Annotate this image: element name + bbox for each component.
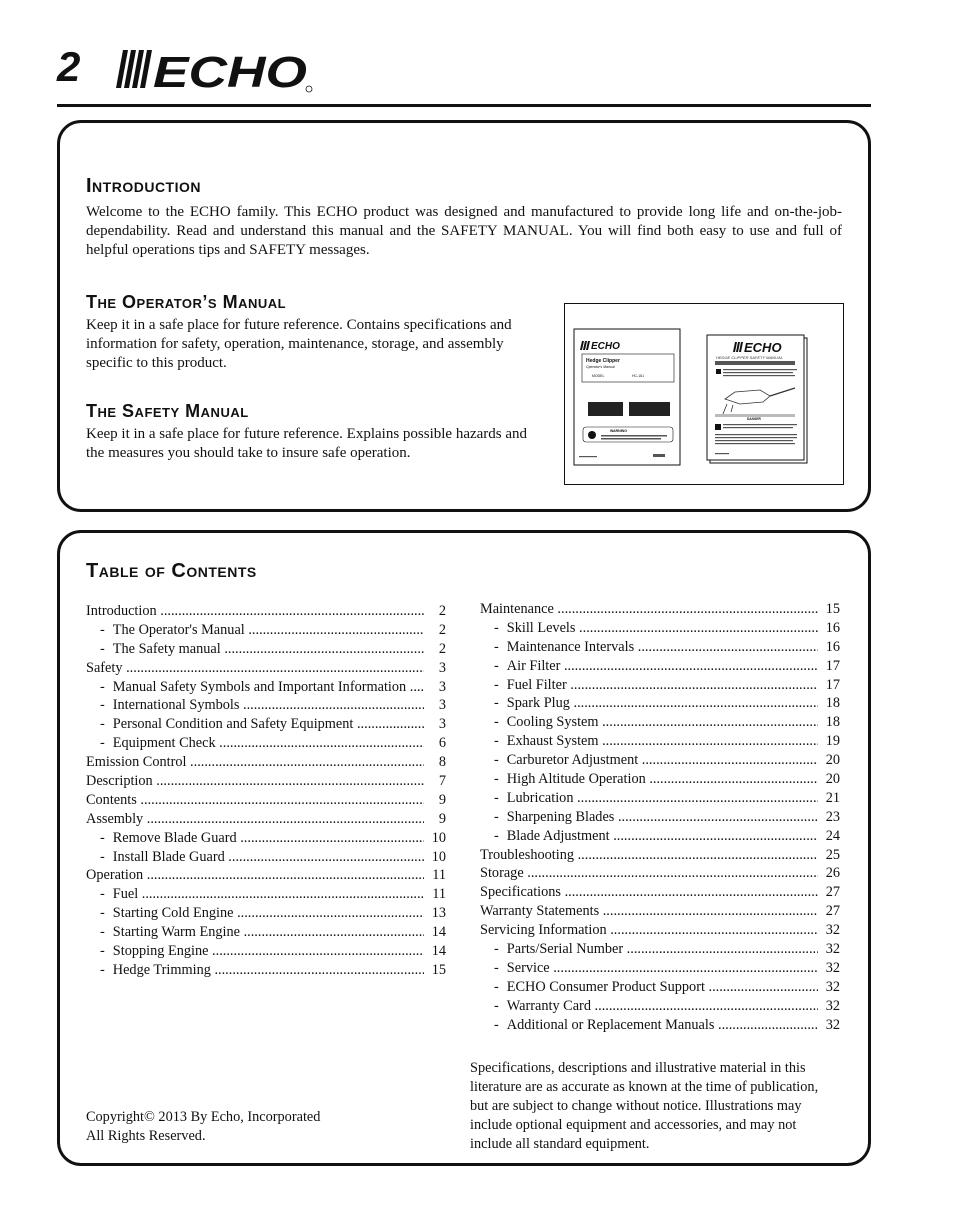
toc-entry-page: 32	[825, 997, 840, 1014]
operators-manual-text: Keep it in a safe place for future reference. Contains specifications and information for safety, operation, maintenance, storage, and assembly specific to this product.	[86, 317, 512, 371]
toc-entry-page: 3	[438, 716, 446, 733]
toc-entry-title: - Stopping Engine .....	[100, 942, 424, 961]
toc-entry-page: 27	[825, 903, 840, 920]
toc-entry-page: 2	[438, 621, 446, 638]
svg-text:WARNING: WARNING	[610, 429, 627, 433]
toc-entry[interactable]	[86, 829, 446, 848]
toc-entry[interactable]	[86, 678, 446, 697]
toc-entry[interactable]	[86, 885, 446, 904]
toc-entry-title: - Hedge Trimming .....	[100, 961, 424, 980]
toc-entry-title: Troubleshooting .....	[480, 846, 818, 865]
toc-entry-title: - Lubrication .....	[494, 789, 818, 808]
toc-entry-title: - Blade Adjustment .....	[494, 827, 818, 846]
toc-entry-page: 18	[825, 695, 840, 712]
toc-entry-title: - High Altitude Operation .....	[494, 770, 818, 789]
toc-entry-page: 32	[825, 922, 840, 939]
toc-entry-page: 16	[825, 638, 840, 655]
toc-entry-page: 19	[825, 733, 840, 750]
toc-entry[interactable]	[480, 921, 840, 940]
toc-entry[interactable]	[480, 959, 840, 978]
toc-entry[interactable]	[86, 734, 446, 753]
toc-entry-title: - Carburetor Adjustment .....	[494, 751, 818, 770]
toc-left-column	[86, 602, 446, 980]
toc-entry-page: 23	[825, 808, 840, 825]
toc-entry-title: - Fuel Filter .....	[494, 676, 818, 695]
toc-entry-title: - Starting Warm Engine .....	[100, 923, 424, 942]
toc-entry-page: 27	[825, 884, 840, 901]
toc-entry-title: Emission Control .....	[86, 753, 424, 772]
toc-entry-title: - Maintenance Intervals .....	[494, 638, 818, 657]
toc-entry[interactable]	[480, 638, 840, 657]
toc-heading: Table of Contents	[86, 560, 257, 582]
toc-entry-page: 20	[825, 771, 840, 788]
toc-entry-title: - Skill Levels .....	[494, 619, 818, 638]
toc-entry-page: 2	[438, 640, 446, 657]
toc-entry[interactable]	[480, 1016, 840, 1035]
toc-entry-title: - Fuel .....	[100, 885, 424, 904]
toc-entry-page: 14	[431, 943, 446, 960]
toc-entry[interactable]	[480, 789, 840, 808]
toc-entry-title: - International Symbols .....	[100, 696, 424, 715]
toc-entry-page: 32	[825, 978, 840, 995]
toc-entry[interactable]	[480, 827, 840, 846]
toc-entry-title: - The Operator's Manual .....	[100, 621, 424, 640]
toc-entry-page: 21	[825, 789, 840, 806]
toc-entry[interactable]	[86, 772, 446, 791]
toc-entry-page: 20	[825, 752, 840, 769]
toc-entry[interactable]	[480, 978, 840, 997]
toc-entry[interactable]	[86, 942, 446, 961]
toc-entry-page: 8	[438, 754, 446, 771]
toc-entry[interactable]	[86, 753, 446, 772]
toc-entry-title: Servicing Information .....	[480, 921, 818, 940]
toc-entry[interactable]	[480, 864, 840, 883]
toc-entry[interactable]	[480, 883, 840, 902]
introduction-panel	[57, 120, 871, 512]
toc-entry-page: 15	[431, 961, 446, 978]
svg-text:HEDGE CLIPPER SAFETY MANUAL: HEDGE CLIPPER SAFETY MANUAL	[716, 355, 783, 360]
svg-text:Hedge Clipper: Hedge Clipper	[586, 358, 620, 364]
toc-entry-title: - Warranty Card .....	[494, 997, 818, 1016]
toc-entry-title: Description .....	[86, 772, 424, 791]
svg-text:DANGER: DANGER	[747, 417, 761, 421]
toc-entry-title: - Air Filter .....	[494, 657, 818, 676]
table-of-contents-panel	[57, 530, 871, 1166]
svg-text:HC-161: HC-161	[632, 374, 645, 378]
toc-entry[interactable]	[480, 713, 840, 732]
toc-entry[interactable]	[480, 846, 840, 865]
svg-text:ECHO: ECHO	[591, 341, 620, 352]
toc-entry[interactable]	[86, 923, 446, 942]
toc-entry[interactable]	[480, 997, 840, 1016]
toc-entry[interactable]	[86, 866, 446, 885]
toc-entry-title: - Parts/Serial Number .....	[494, 940, 818, 959]
toc-entry[interactable]	[86, 810, 446, 829]
toc-entry-page: 3	[438, 659, 446, 676]
toc-entry[interactable]	[480, 657, 840, 676]
toc-entry-title: Operation .....	[86, 866, 424, 885]
toc-entry-title: - Spark Plug .....	[494, 694, 818, 713]
svg-text:MODEL: MODEL	[592, 374, 605, 378]
operators-manual-heading: The Operator’s Manual	[86, 292, 287, 312]
toc-entry[interactable]	[480, 770, 840, 789]
toc-entry-page: 3	[438, 678, 446, 695]
header-rule	[57, 104, 871, 107]
echo-logo	[115, 48, 315, 94]
disclaimer-text: Specifications, descriptions and illustrative material in this literature are as accurate as known at the time of publication, but are subject to change without notice. Illustrations may include optional equipment and accessories, and may not include all standard equipment.	[470, 1060, 819, 1152]
toc-entry[interactable]	[86, 791, 446, 810]
toc-entry-page: 17	[825, 676, 840, 693]
toc-entry-title: Contents .....	[86, 791, 424, 810]
toc-entry-page: 26	[825, 865, 840, 882]
toc-entry[interactable]	[480, 732, 840, 751]
introduction-heading: Introduction	[86, 175, 201, 197]
toc-right-column	[480, 600, 840, 1034]
toc-entry[interactable]	[480, 619, 840, 638]
toc-entry-title: - Equipment Check .....	[100, 734, 424, 753]
page-number: 2	[57, 43, 81, 90]
toc-entry[interactable]	[86, 904, 446, 923]
toc-entry-title: Storage .....	[480, 864, 818, 883]
toc-entry-title: - Sharpening Blades .....	[494, 808, 818, 827]
manuals-illustration	[564, 303, 844, 485]
toc-entry-title: - ECHO Consumer Product Support .....	[494, 978, 818, 997]
toc-entry-page: 11	[432, 886, 446, 903]
toc-entry[interactable]	[86, 848, 446, 867]
toc-entry-title: - Install Blade Guard .....	[100, 848, 424, 867]
toc-entry-title: - Service .....	[494, 959, 818, 978]
copyright-notice	[86, 1108, 446, 1145]
toc-entry-title: Introduction .....	[86, 602, 424, 621]
toc-entry-page: 32	[825, 1016, 840, 1033]
toc-entry-page: 17	[825, 657, 840, 674]
toc-entry-page: 13	[431, 905, 446, 922]
toc-entry-title: Assembly .....	[86, 810, 424, 829]
toc-entry-page: 3	[438, 697, 446, 714]
toc-entry-page: 18	[825, 714, 840, 731]
toc-entry[interactable]	[86, 696, 446, 715]
toc-entry-page: 10	[431, 829, 446, 846]
toc-entry[interactable]	[86, 621, 446, 640]
toc-entry[interactable]	[480, 600, 840, 619]
svg-text:Operator's Manual: Operator's Manual	[586, 365, 615, 369]
toc-entry[interactable]	[86, 602, 446, 621]
toc-entry-title: - Manual Safety Symbols and Important Information .....	[100, 678, 424, 697]
toc-entry-title: - The Safety manual .....	[100, 640, 424, 659]
rights-line: All Rights Reserved.	[86, 1127, 206, 1144]
toc-entry-title: - Starting Cold Engine .....	[100, 904, 424, 923]
introduction-text: Welcome to the ECHO family. This ECHO product was designed and manufactured to provide long life and on-the-job-dependability. Read and understand this manual and the SAFETY MANUAL. You will find both easy to use and full of helpful operations tips and SAFETY messages.	[86, 204, 842, 258]
copyright-line: Copyright© 2013 By Echo, Incorporated	[86, 1109, 321, 1125]
svg-text:ECHO: ECHO	[153, 48, 307, 94]
toc-entry-title: Safety .....	[86, 659, 424, 678]
toc-entry[interactable]	[86, 961, 446, 980]
toc-entry-page: 25	[825, 846, 840, 863]
toc-entry-page: 24	[825, 827, 840, 844]
toc-entry-page: 32	[825, 941, 840, 958]
toc-entry-title: - Exhaust System .....	[494, 732, 818, 751]
toc-entry-title: - Cooling System .....	[494, 713, 818, 732]
toc-entry-page: 15	[825, 601, 840, 617]
toc-entry-page: 32	[825, 959, 840, 976]
toc-entry[interactable]	[86, 640, 446, 659]
toc-entry-title: Warranty Statements .....	[480, 902, 818, 921]
toc-entry-title: - Remove Blade Guard .....	[100, 829, 424, 848]
toc-entry-page: 9	[438, 810, 446, 827]
safety-manual-text: Keep it in a safe place for future reference. Explains possible hazards and the measures you should take to insure safe operation.	[86, 426, 528, 461]
toc-entry[interactable]	[480, 751, 840, 770]
svg-text:ECHO: ECHO	[744, 340, 782, 355]
toc-entry-page: 9	[438, 791, 446, 808]
toc-entry[interactable]	[480, 808, 840, 827]
toc-entry-page: 14	[431, 924, 446, 941]
toc-entry[interactable]	[86, 715, 446, 734]
toc-entry[interactable]	[480, 694, 840, 713]
toc-entry-page: 10	[431, 848, 446, 865]
toc-entry-page: 6	[438, 735, 446, 752]
toc-entry-page: 11	[432, 867, 446, 884]
manual-covers-drawing	[565, 304, 843, 484]
toc-entry[interactable]	[86, 659, 446, 678]
toc-entry-title: - Additional or Replacement Manuals .....	[494, 1016, 818, 1035]
safety-manual-heading: The Safety Manual	[86, 401, 249, 421]
toc-entry-page: 7	[438, 773, 446, 790]
toc-entry-page: 16	[825, 619, 840, 636]
toc-entry-title: - Personal Condition and Safety Equipment .....	[100, 715, 424, 734]
toc-entry-title: Specifications .....	[480, 883, 818, 902]
toc-entry-page: 2	[438, 603, 446, 619]
toc-entry-title: Maintenance .....	[480, 600, 818, 619]
toc-entry[interactable]	[480, 902, 840, 921]
toc-entry[interactable]	[480, 676, 840, 695]
toc-entry[interactable]	[480, 940, 840, 959]
